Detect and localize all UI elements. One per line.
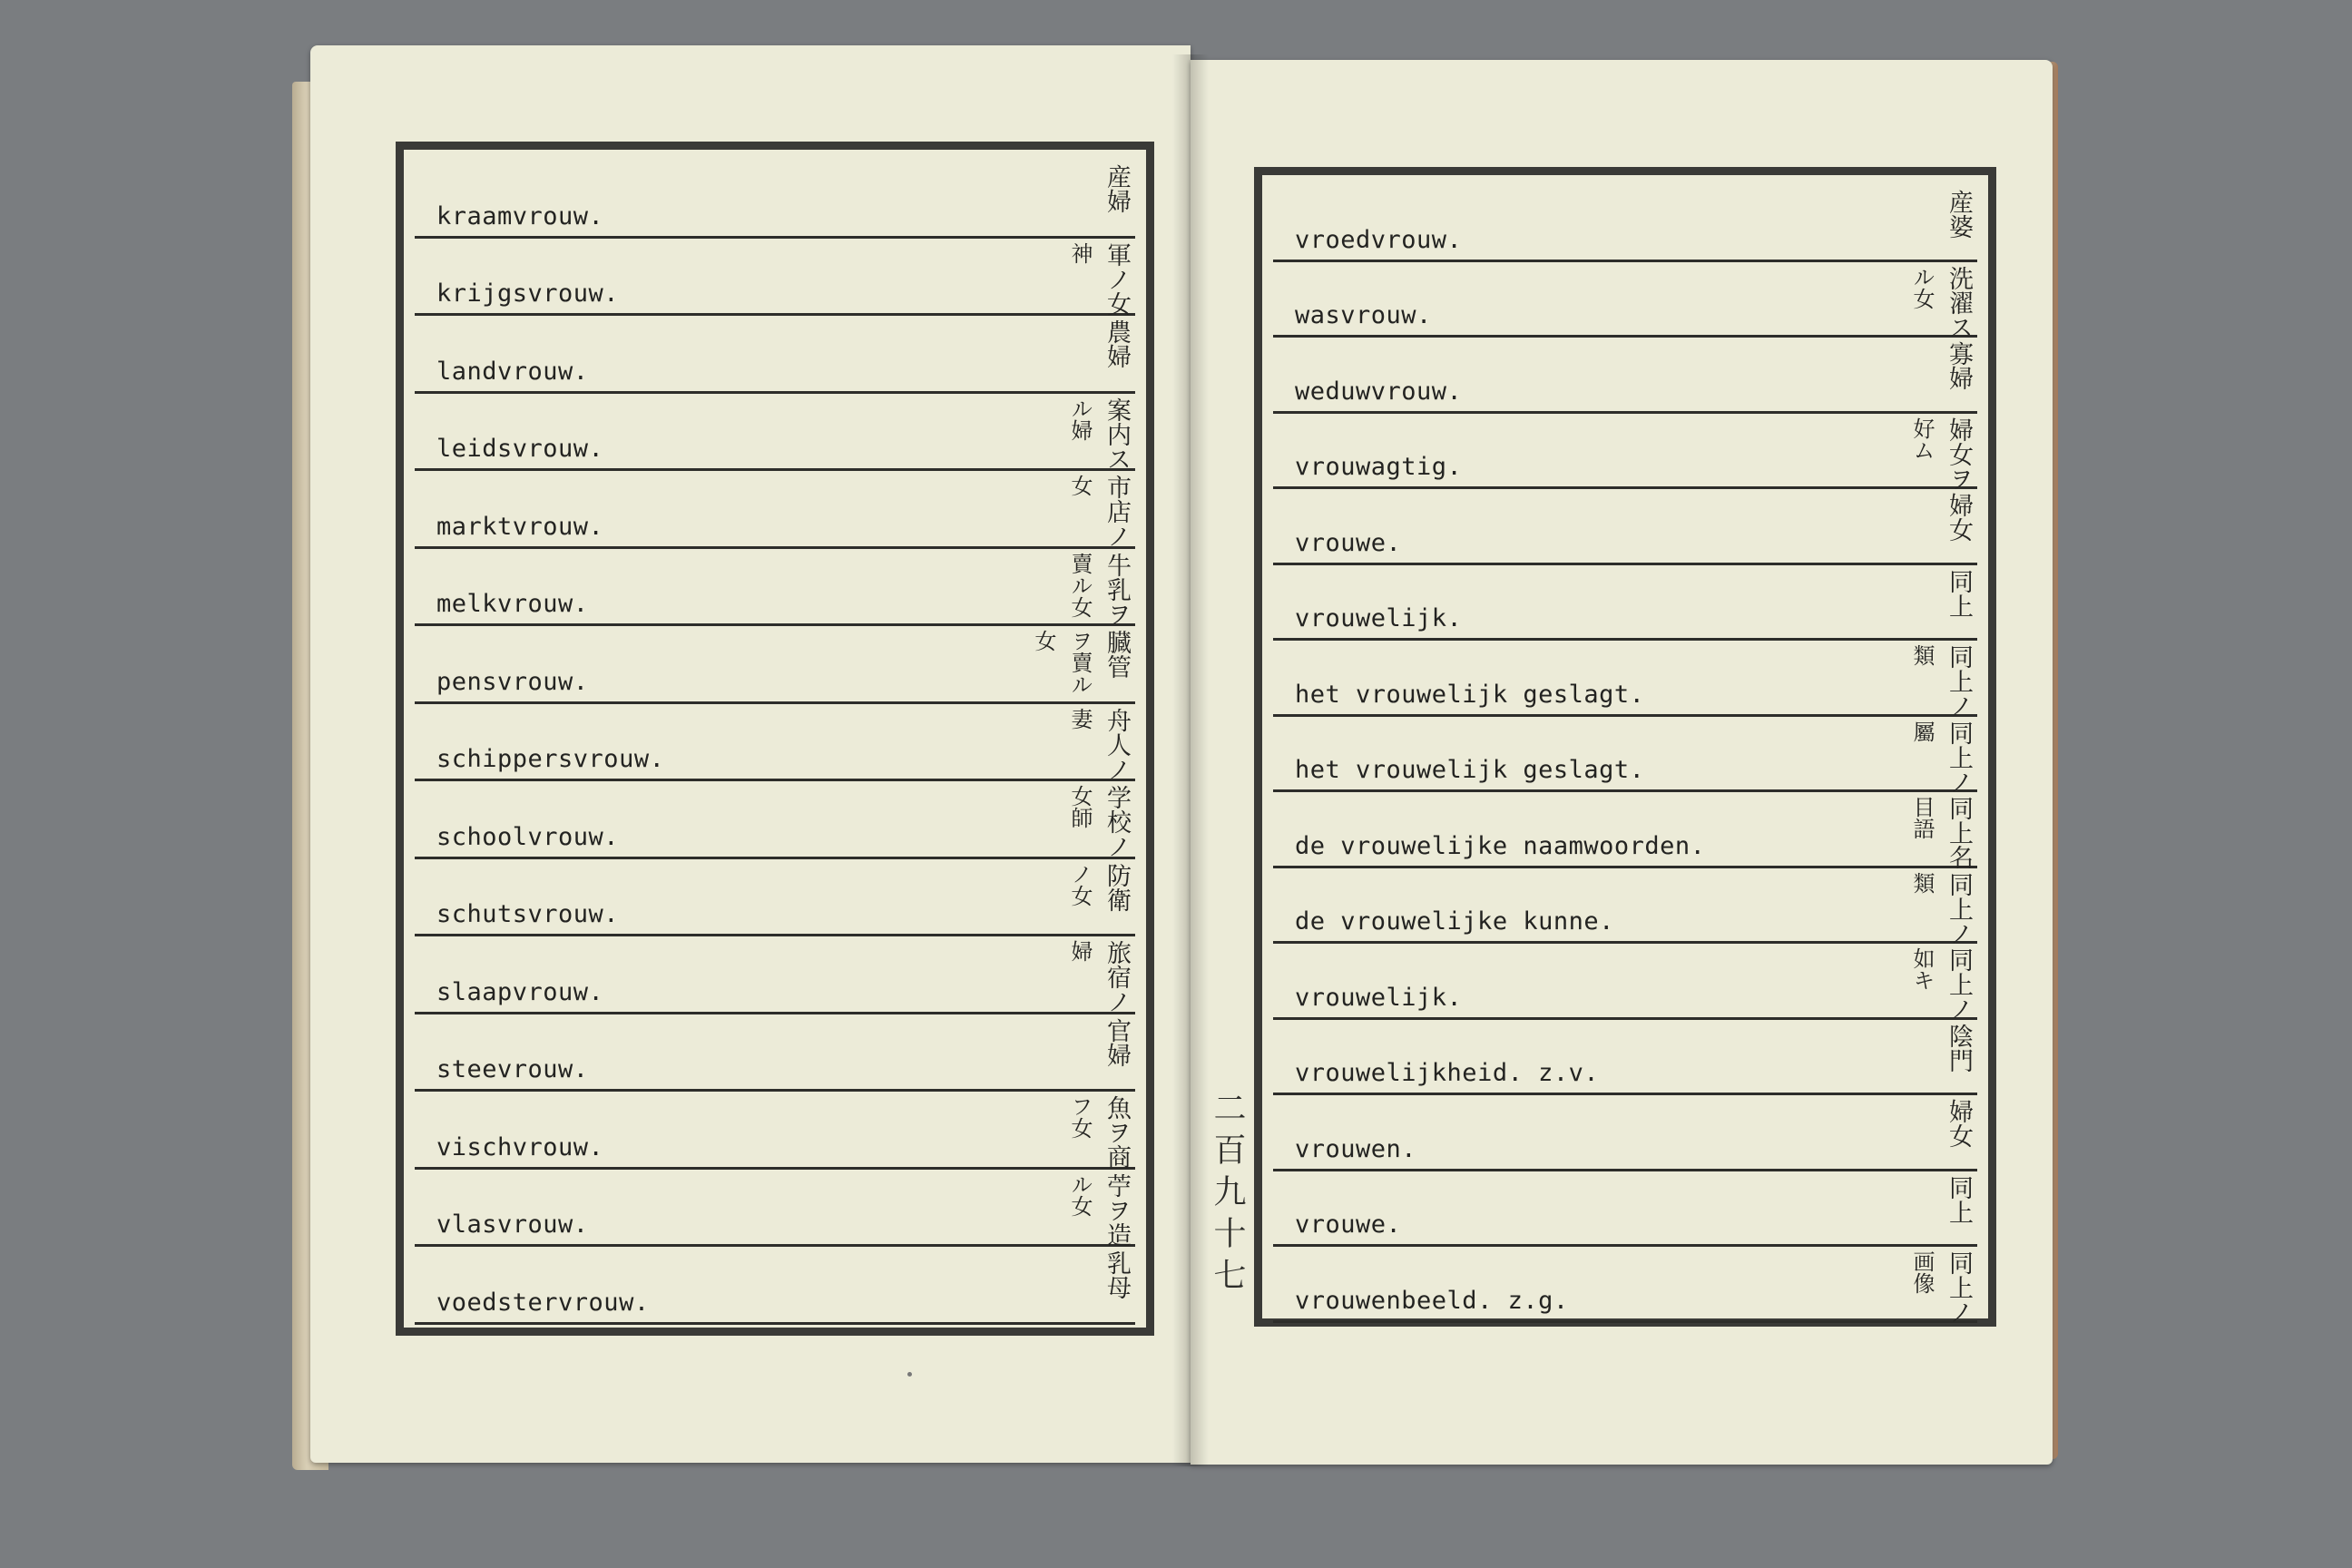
japanese-gloss: 乳母 [1102, 1250, 1131, 1299]
japanese-gloss: 屬 [1909, 720, 1935, 742]
dutch-term: vlasvrouw. [436, 1210, 589, 1239]
japanese-gloss: 如キ [1909, 947, 1935, 991]
japanese-gloss: 官婦 [1102, 1017, 1131, 1067]
dutch-term: kraamvrouw. [436, 201, 604, 230]
dutch-term: schoolvrouw. [436, 822, 620, 851]
dutch-term: vroedvrouw. [1295, 225, 1463, 254]
japanese-gloss: 洗濯ス [1945, 265, 1973, 339]
japanese-gloss: ノ女 [1067, 862, 1093, 906]
right-entry [1273, 414, 1977, 490]
japanese-gloss: 市店ノ [1102, 475, 1131, 548]
left-entry [415, 316, 1135, 394]
dutch-term: het vrouwelijk geslagt. [1295, 756, 1645, 784]
japanese-gloss: 神 [1067, 241, 1093, 264]
japanese-gloss: 女 [1067, 475, 1093, 496]
japanese-gloss: 好ム [1909, 416, 1935, 461]
japanese-gloss: 婦女ヲ [1945, 416, 1973, 491]
japanese-gloss: 同上名 [1945, 796, 1973, 869]
japanese-gloss: 学校ノ [1102, 785, 1131, 858]
japanese-gloss: 農婦 [1102, 319, 1131, 368]
japanese-gloss: 画像 [1909, 1250, 1935, 1294]
left-entry [415, 781, 1135, 859]
right-entry [1273, 717, 1977, 793]
left-entry [415, 471, 1135, 549]
dutch-term: vrouwelijk. [1295, 983, 1463, 1012]
japanese-gloss: 目語 [1909, 796, 1935, 839]
dutch-term: wasvrouw. [1295, 301, 1432, 329]
paper-speck [907, 1372, 912, 1377]
japanese-gloss: 舟人ノ [1102, 707, 1131, 781]
left-entry [415, 1092, 1135, 1170]
dutch-term: vrouwen. [1295, 1134, 1417, 1163]
dutch-term: pensvrouw. [436, 667, 589, 696]
dutch-term: vischvrouw. [436, 1132, 604, 1161]
dutch-term: de vrouwelijke naamwoorden. [1295, 831, 1706, 860]
dutch-term: vrouwe. [1295, 528, 1402, 557]
japanese-gloss: 防衛 [1102, 862, 1131, 912]
left-entry [415, 161, 1135, 239]
japanese-gloss: 牛乳ヲ [1102, 552, 1131, 626]
japanese-gloss: 産婆 [1945, 190, 1973, 239]
dutch-term: de vrouwelijke kunne. [1295, 907, 1614, 936]
japanese-gloss: 類 [1909, 644, 1935, 666]
japanese-gloss: ル女 [1909, 265, 1935, 309]
left-entry [415, 704, 1135, 782]
japanese-gloss: 旅宿ノ [1102, 940, 1131, 1014]
japanese-gloss: 類 [1909, 871, 1935, 894]
left-entry [415, 394, 1135, 472]
japanese-gloss: 賣ル女 [1067, 552, 1093, 618]
right-entry [1273, 641, 1977, 717]
japanese-gloss: 魚ヲ商 [1102, 1095, 1131, 1169]
dutch-term: vrouwenbeeld. z.g. [1295, 1286, 1569, 1315]
left-entry [415, 626, 1135, 704]
dutch-term: voedstervrouw. [436, 1288, 650, 1317]
japanese-gloss: 同上ノ [1945, 871, 1973, 946]
right-entry [1273, 489, 1977, 565]
page-number: 二百九十七 [1209, 1091, 1246, 1299]
right-entry [1273, 338, 1977, 414]
japanese-gloss: 苧ヲ造 [1102, 1172, 1131, 1247]
right-entry [1273, 262, 1977, 338]
left-entry-list [415, 161, 1135, 1318]
japanese-gloss: 寡婦 [1945, 341, 1973, 390]
dutch-term: steevrouw. [436, 1055, 589, 1083]
dutch-term: vrouwe. [1295, 1210, 1402, 1239]
japanese-gloss: ル婦 [1067, 397, 1093, 441]
left-entry [415, 1170, 1135, 1248]
dutch-term: schippersvrouw. [436, 745, 665, 773]
right-entry [1273, 944, 1977, 1020]
right-entry [1273, 565, 1977, 642]
japanese-gloss: 同上 [1945, 568, 1973, 618]
japanese-gloss: 婦女 [1945, 1099, 1973, 1148]
left-entry [415, 936, 1135, 1014]
japanese-gloss: 同上ノ [1945, 947, 1973, 1021]
dutch-term: melkvrouw. [436, 590, 589, 618]
japanese-gloss: フ女 [1067, 1095, 1093, 1139]
dutch-term: leidsvrouw. [436, 435, 604, 463]
japanese-gloss: 同上 [1945, 1174, 1973, 1224]
left-entry [415, 549, 1135, 627]
japanese-gloss: 産婦 [1102, 164, 1131, 213]
right-page-frame [1254, 167, 1996, 1327]
dutch-term: vrouwelijk. [1295, 604, 1463, 632]
dutch-term: schutsvrouw. [436, 900, 620, 928]
left-page-frame [396, 142, 1154, 1336]
left-entry [415, 1014, 1135, 1093]
right-entry [1273, 1171, 1977, 1248]
dutch-term: krijgsvrouw. [436, 279, 620, 308]
japanese-gloss: 臓管 [1102, 630, 1131, 679]
dutch-term: vrouwelijkheid. z.v. [1295, 1059, 1600, 1087]
dutch-term: weduwvrouw. [1295, 377, 1463, 406]
right-entry [1273, 1247, 1977, 1323]
japanese-gloss: 妻 [1067, 707, 1093, 730]
right-entry [1273, 1020, 1977, 1096]
japanese-gloss: 案内ス [1102, 397, 1131, 471]
dutch-term: marktvrouw. [436, 512, 604, 541]
right-entry [1273, 186, 1977, 262]
left-entry [415, 1247, 1135, 1325]
japanese-gloss: ヲ賣ル [1067, 630, 1093, 695]
dutch-term: vrouwagtig. [1295, 453, 1463, 481]
japanese-gloss: 軍ノ女 [1102, 241, 1131, 316]
dutch-term: het vrouwelijk geslagt. [1295, 680, 1645, 709]
japanese-gloss: 同上ノ [1945, 644, 1973, 718]
japanese-gloss: 女 [1031, 630, 1056, 652]
japanese-gloss: 女師 [1067, 785, 1093, 828]
japanese-gloss: 婦 [1067, 940, 1093, 962]
japanese-gloss: 同上ノ [1945, 720, 1973, 794]
dutch-term: slaapvrouw. [436, 977, 604, 1006]
right-entry [1273, 1095, 1977, 1171]
left-entry [415, 859, 1135, 937]
right-entry-list [1273, 186, 1977, 1324]
right-entry [1273, 868, 1977, 945]
japanese-gloss: ル女 [1067, 1172, 1093, 1217]
right-entry [1273, 792, 1977, 868]
japanese-gloss: 同上ノ [1945, 1250, 1973, 1324]
japanese-gloss: 陰門 [1945, 1023, 1973, 1073]
japanese-gloss: 婦女 [1945, 493, 1973, 542]
dutch-term: landvrouw. [436, 357, 589, 386]
left-entry [415, 239, 1135, 317]
